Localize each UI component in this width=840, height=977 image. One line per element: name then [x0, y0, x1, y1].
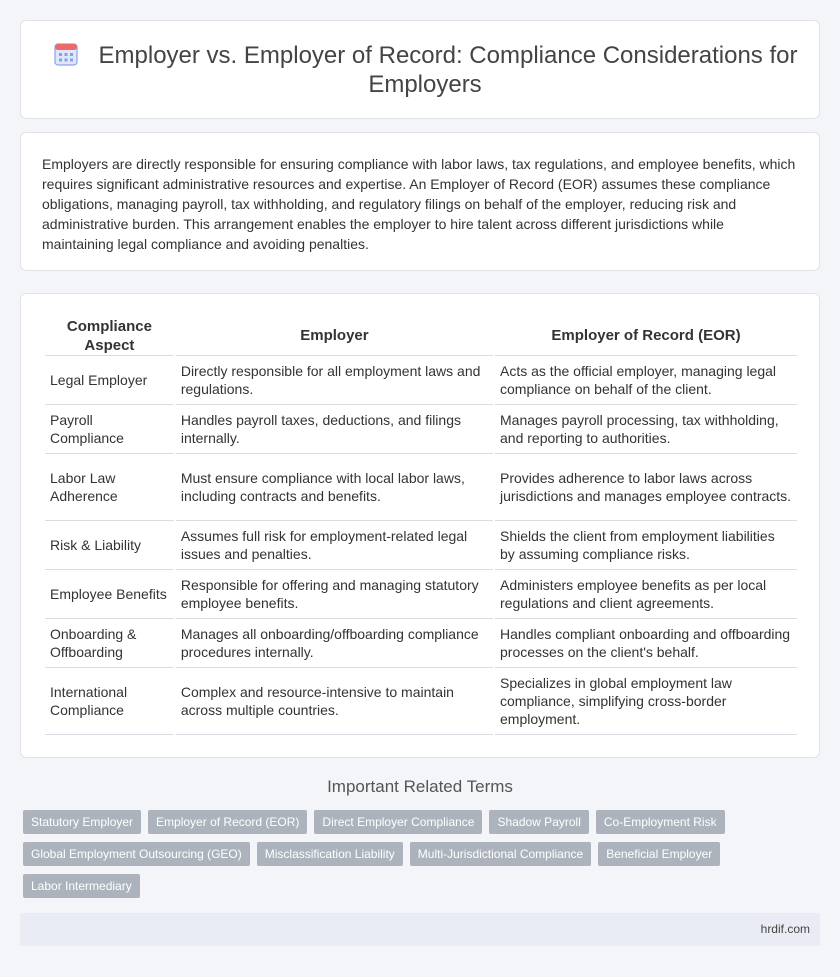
aspect-cell: Risk & Liability: [45, 521, 174, 570]
tag-direct-employer-compliance[interactable]: Direct Employer Compliance: [314, 810, 482, 834]
table-row: [45, 405, 797, 454]
eor-cell: Specializes in global employment law compliance, simplifying cross-border employment.: [495, 668, 797, 735]
employer-cell: Responsible for offering and managing statutory employee benefits.: [176, 570, 493, 619]
table-row: [45, 619, 797, 668]
employer-cell: Manages all onboarding/offboarding compliance procedures internally.: [176, 619, 493, 668]
employer-cell: Must ensure compliance with local labor laws, including contracts and benefits.: [176, 454, 493, 521]
eor-cell: Manages payroll processing, tax withholding, and reporting to authorities.: [495, 405, 797, 454]
header-aspect: Compliance Aspect: [45, 316, 174, 356]
eor-cell: Shields the client from employment liabilities by assuming compliance risks.: [495, 521, 797, 570]
aspect-cell: Legal Employer: [45, 356, 174, 405]
tag-row: [23, 874, 823, 898]
comparison-table: [43, 316, 799, 735]
table-row: [45, 570, 797, 619]
footer: [20, 913, 820, 946]
table-row: [45, 454, 797, 521]
tag-row: [23, 810, 823, 834]
title-wrap: [51, 41, 799, 99]
tag-statutory-employer[interactable]: Statutory Employer: [23, 810, 141, 834]
comparison-card: [20, 293, 820, 758]
employer-cell: Complex and resource-intensive to maintain across multiple countries.: [176, 668, 493, 735]
employer-cell: Handles payroll taxes, deductions, and filings internally.: [176, 405, 493, 454]
page-title: [51, 41, 799, 99]
related-terms: [23, 810, 823, 906]
tag-employer-of-record[interactable]: Employer of Record (EOR): [148, 810, 307, 834]
intro-paragraph: Employers are directly responsible for ensuring compliance with labor laws, tax regulations, and employee benefits, which requires significant administrative resources and expertise. An Employer of Record (EOR) assumes these compliance obligations, managing payroll, tax withholding, and regulatory filings on behalf of the employer, reducing risk and administrative burden. This arrangement enables the employer to hire talent across different jurisdictions while maintaining legal compliance and avoiding penalties.: [42, 156, 796, 252]
eor-cell: Administers employee benefits as per local regulations and client agreements.: [495, 570, 797, 619]
eor-cell: Provides adherence to labor laws across jurisdictions and manages employee contracts.: [495, 454, 797, 521]
tag-co-employment-risk[interactable]: Co-Employment Risk: [596, 810, 725, 834]
tag-multi-jurisdictional-compliance[interactable]: Multi-Jurisdictional Compliance: [410, 842, 591, 866]
calendar-icon: [53, 41, 79, 67]
page-title-text: Employer vs. Employer of Record: Compliance Considerations for Employers: [98, 42, 798, 98]
tag-labor-intermediary[interactable]: Labor Intermediary: [23, 874, 140, 898]
related-terms-title: Important Related Terms: [327, 777, 513, 796]
tag-row: [23, 842, 823, 866]
header-card: [20, 20, 820, 119]
eor-cell: Handles compliant onboarding and offboarding processes on the client's behalf.: [495, 619, 797, 668]
employer-cell: Assumes full risk for employment-related legal issues and penalties.: [176, 521, 493, 570]
tag-misclassification-liability[interactable]: Misclassification Liability: [257, 842, 403, 866]
aspect-cell: Employee Benefits: [45, 570, 174, 619]
eor-cell: Acts as the official employer, managing legal compliance on behalf of the client.: [495, 356, 797, 405]
intro-card: [20, 132, 820, 271]
table-row: [45, 356, 797, 405]
table-row: [45, 668, 797, 735]
table-header-row: [45, 316, 797, 356]
tag-beneficial-employer[interactable]: Beneficial Employer: [598, 842, 720, 866]
tag-shadow-payroll[interactable]: Shadow Payroll: [489, 810, 588, 834]
tag-global-employment-outsourcing[interactable]: Global Employment Outsourcing (GEO): [23, 842, 250, 866]
aspect-cell: International Compliance: [45, 668, 174, 735]
header-employer: Employer: [176, 316, 493, 356]
employer-cell: Directly responsible for all employment laws and regulations.: [176, 356, 493, 405]
table-row: [45, 521, 797, 570]
footer-site[interactable]: hrdif.com: [760, 922, 810, 936]
header-eor: Employer of Record (EOR): [495, 316, 797, 356]
aspect-cell: Payroll Compliance: [45, 405, 174, 454]
aspect-cell: Onboarding & Offboarding: [45, 619, 174, 668]
aspect-cell: Labor Law Adherence: [45, 454, 174, 521]
